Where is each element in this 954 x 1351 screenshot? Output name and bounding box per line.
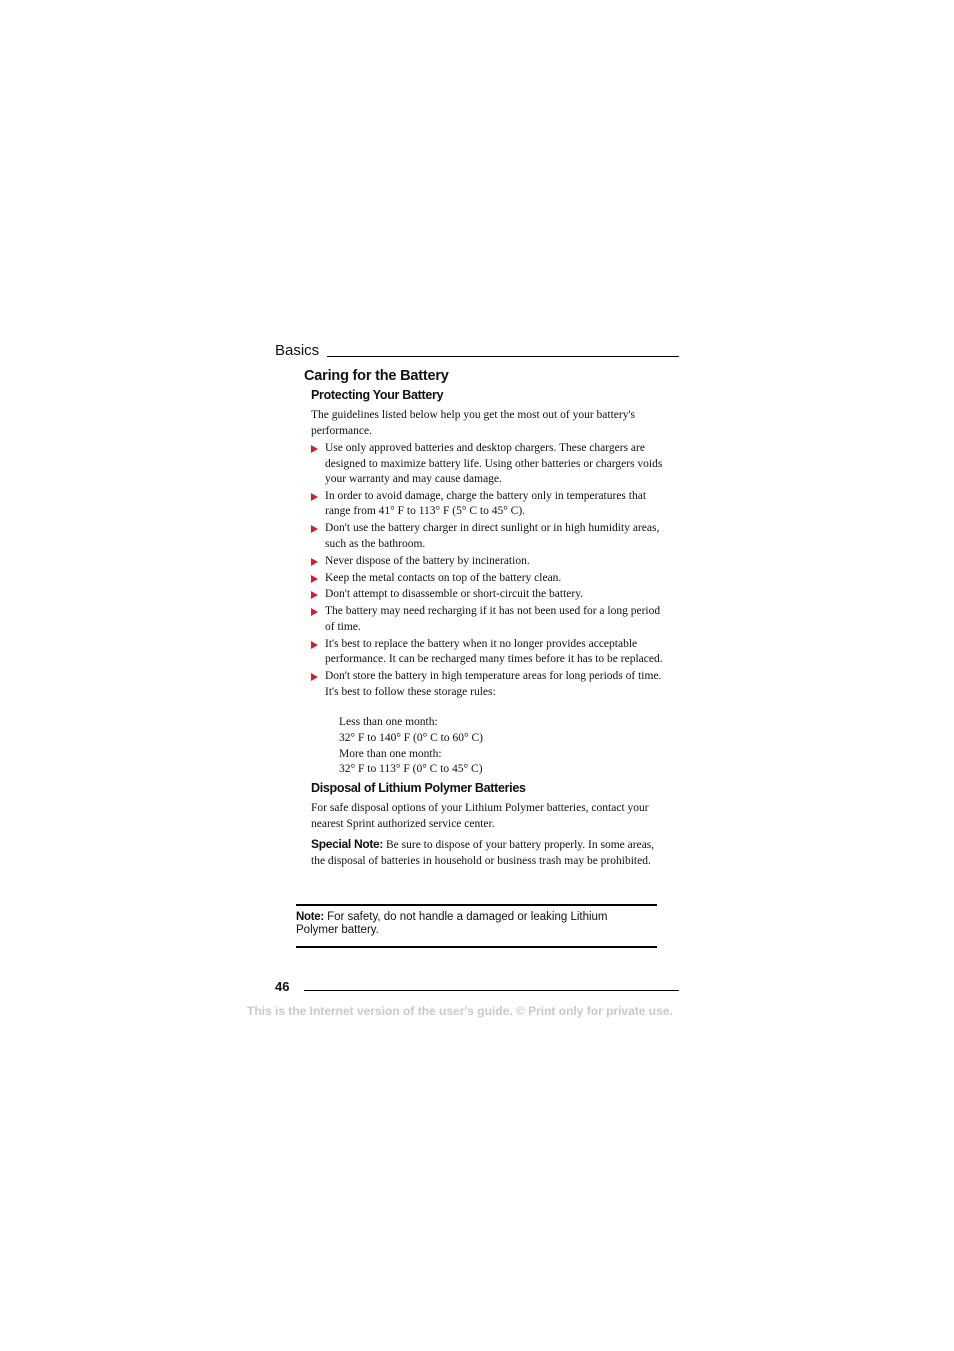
disposal-heading: Disposal of Lithium Polymer Batteries [311,781,526,795]
arrow-bullet-icon [311,673,318,681]
list-item [311,441,667,488]
special-note-text: Be sure to dispose of your battery properly. In some areas, the disposal of batteries in household or business trash may be prohibited. [311,839,655,867]
list-item-text: Never dispose of the battery by incineration. [325,554,530,567]
disposal-text: For safe disposal options of your Lithium Polymer batteries, contact your nearest Sprint authorized service center. [311,802,649,830]
list-item-text: Keep the metal contacts on top of the battery clean. [325,571,562,584]
arrow-bullet-icon [311,493,318,501]
list-item [311,637,667,668]
list-item-text: In order to avoid damage, charge the battery only in temperatures that range from 41° F to 113° F (5° C to 45° C). [325,489,647,518]
special-note [311,837,667,870]
protecting-intro: The guidelines listed below help you get the most out of your battery's performance. [311,409,636,437]
list-item [311,554,667,570]
arrow-bullet-icon [311,641,318,649]
storage-rule-range: 32° F to 140° F (0° C to 60° C) [339,731,483,744]
special-note-label: Special Note: [311,837,384,851]
list-item-text: Don't attempt to disassemble or short-circuit the battery. [325,588,584,601]
storage-rule-label: Less than one month: [339,716,438,728]
storage-rule-range: 32° F to 113° F (0° C to 45° C) [339,763,483,776]
arrow-bullet-icon [311,575,318,583]
footer-rule [304,990,679,991]
header-rule [327,356,679,357]
list-item-text: Don't use the battery charger in direct sunlight or in high humidity areas, such as the bathroom. [325,522,660,550]
section-header: Basics [275,342,320,359]
safety-note-box [296,904,657,948]
note-text: For safety, do not handle a damaged or leaking Lithium Polymer battery. [296,911,608,936]
list-item [311,571,667,587]
battery-guidelines-list [311,441,667,702]
arrow-bullet-icon [311,608,318,616]
arrow-bullet-icon [311,445,318,453]
note-label: Note: [296,911,324,923]
watermark-text: This is the Internet version of the user's guide. © Print only for private use. [247,1004,673,1018]
arrow-bullet-icon [311,525,318,533]
list-item-text: It's best to replace the battery when it no longer provides acceptable performance. It can be recharged many times before it has to be replaced. [325,637,663,666]
list-item [311,521,667,552]
storage-rule-label: More than one month: [339,747,442,760]
storage-rules [339,715,483,778]
page-number: 46 [275,979,290,994]
list-item-text: Don't store the battery in high temperature areas for long periods of time. It's best to follow these storage rules: [325,670,662,698]
list-item [311,604,667,635]
list-item-text: The battery may need recharging if it has not been used for a long period of time. [325,605,661,633]
list-item [311,587,667,603]
list-item [311,669,667,700]
protecting-heading: Protecting Your Battery [311,388,444,402]
list-item [311,489,667,520]
arrow-bullet-icon [311,558,318,566]
page-title: Caring for the Battery [304,368,449,384]
list-item-text: Use only approved batteries and desktop chargers. These chargers are designed to maximize battery life. Using other batteries or chargers voids your warranty and may cause damage. [325,442,663,485]
arrow-bullet-icon [311,591,318,599]
